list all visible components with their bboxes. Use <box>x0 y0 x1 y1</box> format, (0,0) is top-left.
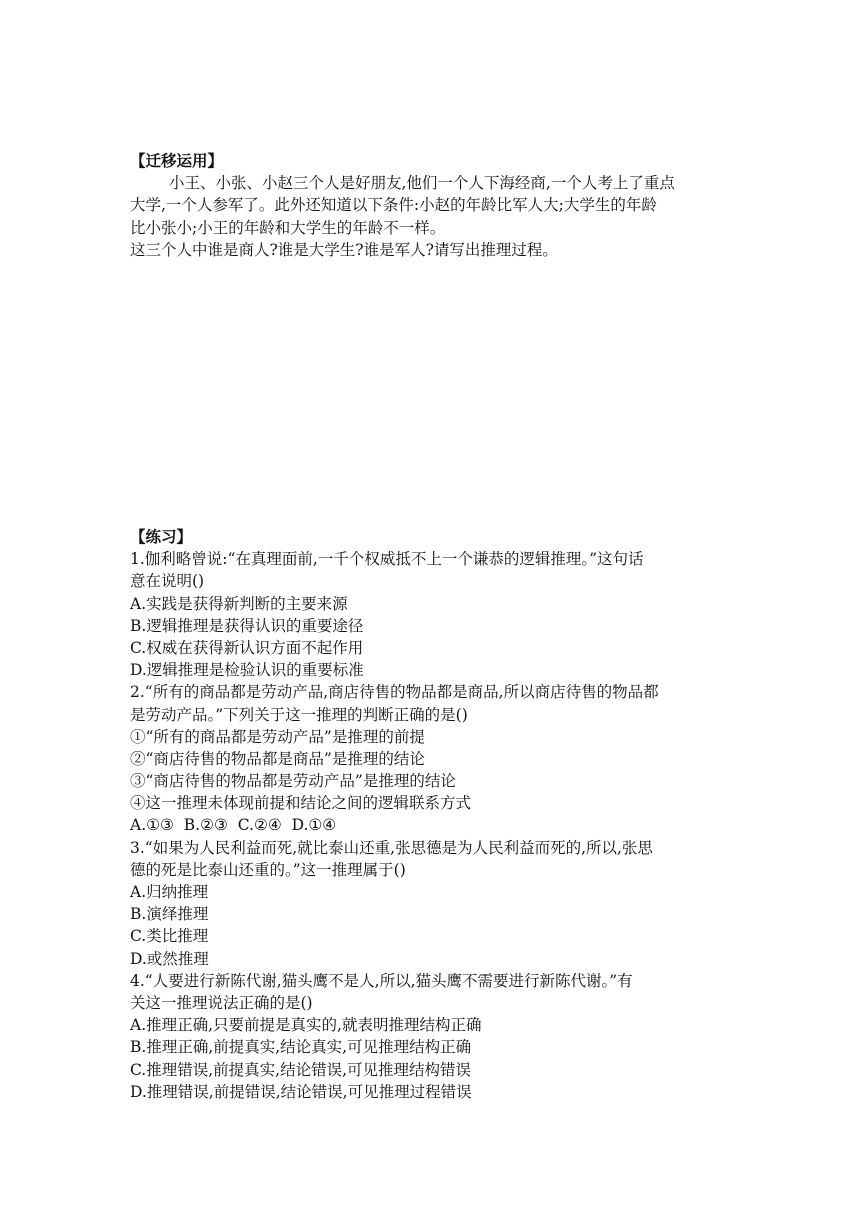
transfer-paragraph-line: 大学,一个人参军了。此外还知道以下条件:小赵的年龄比军人大;大学生的年龄 <box>130 196 657 215</box>
question-4-option-d: D.推理错误,前提错误,结论错误,可见推理过程错误 <box>130 1082 472 1101</box>
question-2-stem: 2.“所有的商品都是劳动产品,商店待售的物品都是商品,所以商店待售的物品都 <box>130 683 659 702</box>
transfer-paragraph-line: 比小张小;小王的年龄和大学生的年龄不一样。 <box>130 218 446 237</box>
question-1-option-b: B.逻辑推理是获得认识的重要途径 <box>130 616 364 635</box>
question-1-option-d: D.逻辑推理是检验认识的重要标准 <box>130 661 364 680</box>
question-1-stem: 1.伽利略曾说:“在真理面前,一千个权威抵不上一个谦恭的逻辑推理。”这句话 <box>130 550 644 569</box>
practice-section <box>130 526 742 1103</box>
transfer-question: 这三个人中谁是商人?谁是大学生?谁是军人?请写出推理过程。 <box>130 240 558 259</box>
question-2-stem: 是劳动产品。”下列关于这一推理的判断正确的是() <box>130 705 468 724</box>
question-1-option-a: A.实践是获得新判断的主要来源 <box>130 594 348 613</box>
question-3-option-d: D.或然推理 <box>130 949 209 968</box>
question-3-stem: 3.“如果为人民利益而死,就比泰山还重,张思德是为人民利益而死的,所以,张思 <box>130 838 653 857</box>
question-4-option-c: C.推理错误,前提真实,结论错误,可见推理结构错误 <box>130 1060 472 1079</box>
question-4-stem: 4.“人要进行新陈代谢,猫头鹰不是人,所以,猫头鹰不需要进行新陈代谢。”有 <box>130 971 633 990</box>
question-2-options: A.①③ B.②③ C.②④ D.①④ <box>130 816 337 835</box>
question-4-option-b: B.推理正确,前提真实,结论真实,可见推理结构正确 <box>130 1038 472 1057</box>
question-1-stem: 意在说明() <box>130 572 205 591</box>
transfer-heading: 【迁移运用】 <box>130 151 224 170</box>
transfer-section <box>130 150 742 261</box>
question-3-option-a: A.归纳推理 <box>130 883 209 901</box>
question-2-statement-1: ①“所有的商品都是劳动产品”是推理的前提 <box>130 727 425 746</box>
question-4-option-a: A.推理正确,只要前提是真实的,就表明推理结构正确 <box>130 1016 482 1035</box>
question-2-statement-4: ④这一推理未体现前提和结论之间的逻辑联系方式 <box>130 794 472 813</box>
question-4-stem: 关这一推理说法正确的是() <box>130 993 313 1012</box>
question-2-statement-2: ②“商店待售的物品都是商品”是推理的结论 <box>130 749 425 768</box>
question-3-option-c: C.类比推理 <box>130 927 209 946</box>
transfer-paragraph-line: 小王、小张、小赵三个人是好朋友,他们一个人下海经商,一个人考上了重点 <box>169 174 675 193</box>
question-3-stem: 德的死是比泰山还重的。”这一推理属于() <box>130 860 406 879</box>
question-1-option-c: C.权威在获得新认识方面不起作用 <box>130 638 364 657</box>
practice-heading: 【练习】 <box>130 527 193 546</box>
question-3-option-b: B.演绎推理 <box>130 905 209 924</box>
question-2-statement-3: ③“商店待售的物品都是劳动产品”是推理的结论 <box>130 772 456 791</box>
